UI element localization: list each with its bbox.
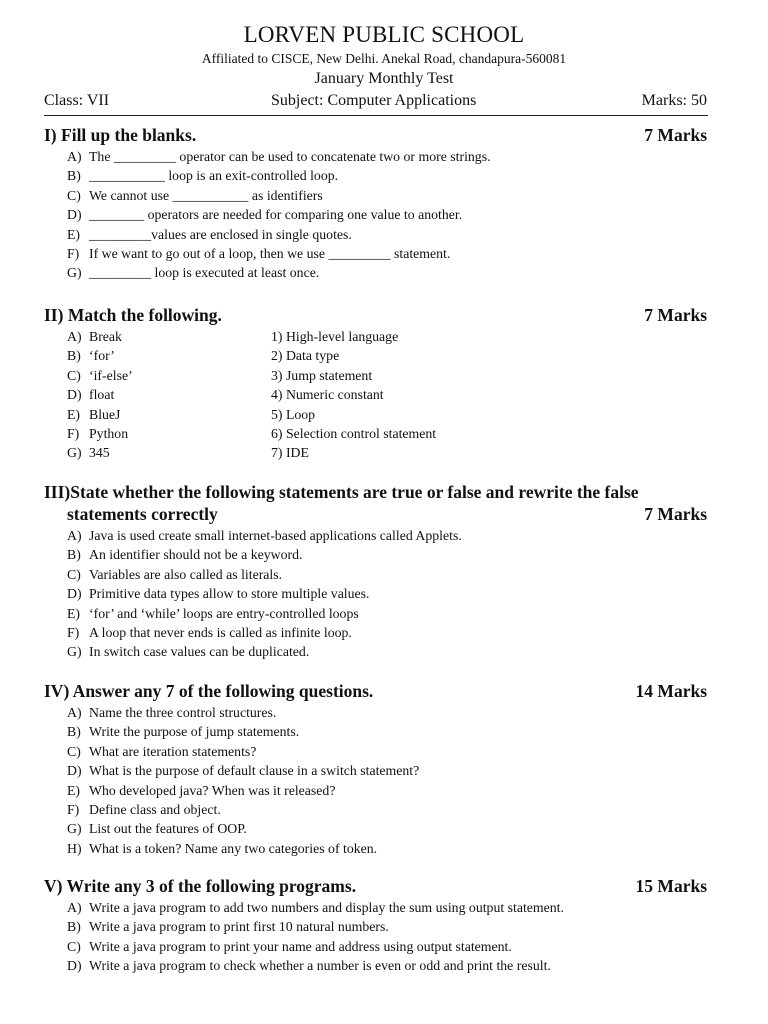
question-label: G) [67,644,82,660]
question-text: Write a java program to print your name and address using output statement. [89,938,512,954]
question-item [67,387,114,403]
question-item [67,445,110,461]
question-item [67,168,338,184]
match-option: 2) Data type [271,348,340,364]
question-label: B) [67,168,81,184]
question-label: F) [67,802,80,817]
question-text: ‘if-else’ [89,367,133,383]
question-label: B) [67,919,81,935]
question-item [67,426,128,442]
question-text: What is a token? Name any two categories of token. [89,840,378,856]
question-item [67,919,389,935]
question-label: E) [67,226,81,242]
question-item [67,841,377,857]
question-label: E) [67,605,81,621]
question-label: D) [67,387,82,403]
question-text: BlueJ [89,406,121,422]
question-text: ‘for’ and ‘while’ loops are entry-controlled loops [89,605,359,621]
match-option: 5) Loop [271,406,316,422]
question-item [67,606,359,622]
header-divider [44,115,708,116]
question-text: ___________ loop is an exit-controlled loop. [89,168,339,184]
total-marks: Marks: 50 [641,92,707,109]
question-text: An identifier should not be a keyword. [89,547,303,563]
question-text: Python [89,426,129,441]
question-text: Define class and object. [89,802,221,817]
section-4-marks: 14 Marks [635,681,707,701]
question-item [67,802,221,818]
question-item [67,625,352,641]
match-option: 6) Selection control statement [271,426,437,441]
question-text: List out the features of OOP. [89,821,247,837]
section-2-title: II) Match the following. [44,305,222,325]
question-item [67,763,419,779]
class-label: Class: VII [44,92,110,109]
question-text: ‘for’ [89,348,115,364]
question-text: Write the purpose of jump statements. [89,724,300,740]
section-4-title: IV) Answer any 7 of the following questions. [44,681,374,701]
question-label: F) [67,625,80,640]
question-label: F) [67,246,80,261]
question-text: What are iteration statements? [89,743,257,759]
question-label: C) [67,367,81,383]
section-2-marks: 7 Marks [644,305,707,325]
question-label: B) [67,547,81,563]
section-5-title: V) Write any 3 of the following programs. [44,876,357,896]
question-label: A) [67,329,82,344]
question-text: ________ operators are needed for comparing one value to another. [89,207,463,223]
affiliation-line: Affiliated to CISCE, New Delhi. Anekal Road, chandapura-560081 [201,51,567,66]
question-text: A loop that never ends is called as infinite loop. [89,625,352,640]
question-label: C) [67,566,81,582]
question-text: We cannot use ___________ as identifiers [89,187,323,203]
question-text: Primitive data types allow to store multiple values. [89,586,370,602]
question-label: E) [67,406,81,422]
school-name: LORVEN PUBLIC SCHOOL [243,22,525,47]
question-item [67,724,299,740]
match-option: 4) Numeric constant [271,387,384,403]
question-label: D) [67,586,82,602]
question-item [67,368,133,384]
question-item [67,149,491,165]
question-label: C) [67,187,81,203]
question-label: A) [67,900,82,915]
question-label: G) [67,265,82,281]
question-item [67,207,462,223]
question-item [67,407,120,423]
question-text: In switch case values can be duplicated. [89,644,310,660]
section-1-marks: 7 Marks [644,125,707,145]
question-label: G) [67,821,82,837]
question-item [67,644,309,660]
subject-label: Subject: Computer Applications [271,92,477,109]
question-item [67,528,462,544]
match-option: 1) High-level language [271,329,399,344]
section-5-marks: 15 Marks [635,876,707,896]
question-item [67,265,319,281]
question-text: If we want to go out of a loop, then we use _________ statement. [89,246,451,261]
question-item [67,348,115,364]
question-label: C) [67,743,81,759]
question-item [67,705,276,721]
match-option: 7) IDE [271,445,309,461]
question-text: _________ loop is executed at least once. [89,265,320,281]
section-1-title: I) Fill up the blanks. [44,125,197,145]
question-text: Variables are also called as literals. [89,566,283,582]
question-text: The _________ operator can be used to concatenate two or more strings. [89,149,491,164]
question-text: What is the purpose of default clause in a switch statement? [89,763,420,779]
question-item [67,939,512,955]
question-text: Break [89,329,122,344]
section-3-title-line2: statements correctly [67,504,218,524]
question-text: float [89,387,115,403]
question-text: Write a java program to check whether a number is even or odd and print the result. [89,958,551,974]
question-text: Write a java program to add two numbers and display the sum using output statement. [89,900,564,915]
question-item [67,586,370,602]
section-3-title: III)State whether the following statements are true or false and rewrite the false [44,482,639,502]
question-item [67,227,352,243]
question-label: A) [67,528,82,543]
question-item [67,547,302,563]
test-name: January Monthly Test [314,70,454,87]
question-item [67,821,247,837]
question-label: C) [67,938,81,954]
question-label: D) [67,958,82,974]
question-item [67,900,564,916]
question-label: D) [67,207,82,223]
question-label: A) [67,149,82,164]
question-item [67,188,323,204]
question-label: D) [67,763,82,779]
section-3-marks: 7 Marks [644,504,707,524]
question-text: Who developed java? When was it released? [89,782,336,798]
question-label: F) [67,426,80,441]
question-label: H) [67,840,82,856]
question-item [67,246,450,262]
question-text: Java is used create small internet-based applications called Applets. [89,528,462,543]
question-text: Write a java program to print first 10 natural numbers. [89,919,389,935]
question-text: Name the three control structures. [89,705,277,720]
match-option: 3) Jump statement [271,367,373,383]
question-item [67,744,256,760]
question-item [67,329,122,345]
question-label: E) [67,782,81,798]
question-text: 345 [89,445,110,461]
question-item [67,958,551,974]
question-item [67,783,335,799]
question-label: G) [67,445,82,461]
question-text: _________values are enclosed in single quotes. [89,226,352,242]
question-label: B) [67,724,81,740]
question-label: A) [67,705,82,720]
question-label: B) [67,348,81,364]
question-item [67,567,282,583]
